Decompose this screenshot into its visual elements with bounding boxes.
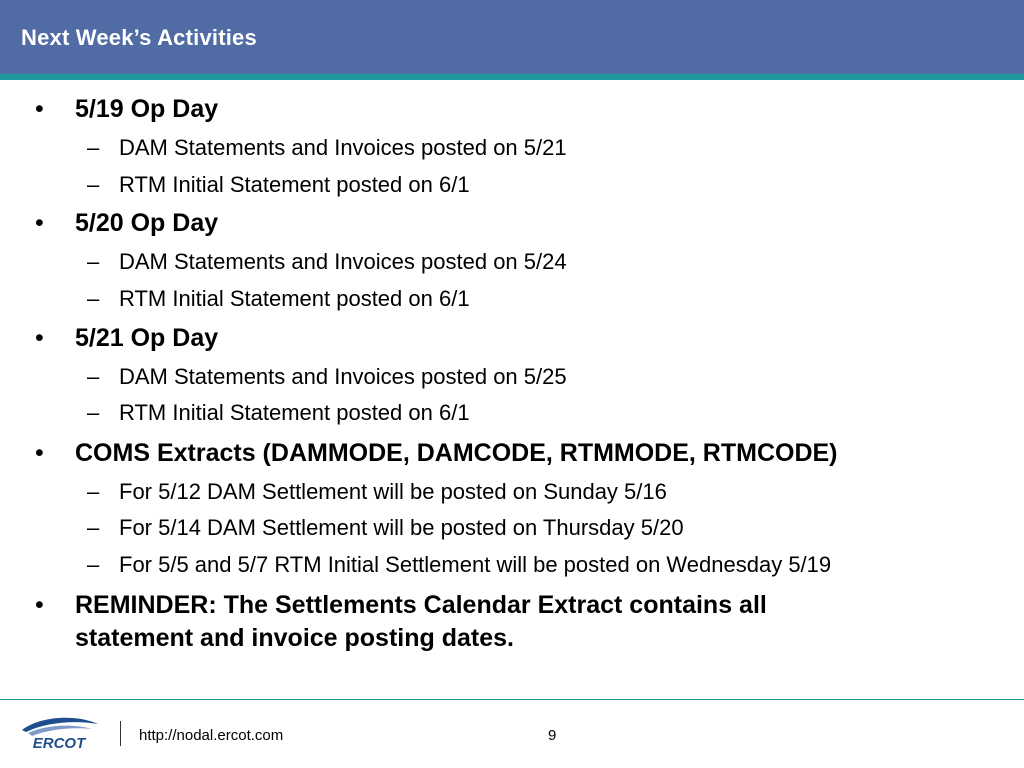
dash-marker: – [87, 286, 100, 311]
sub-bullet-text: For 5/14 DAM Settlement will be posted on Thursday 5/20 [119, 515, 684, 540]
bullet-item-5-21-op-day [35, 322, 975, 354]
dash-marker: – [87, 515, 100, 540]
sub-bullet-text: DAM Statements and Invoices posted on 5/25 [119, 364, 567, 389]
slide-title: Next Week’s Activities [21, 25, 257, 50]
footer-url-link[interactable]: http://nodal.ercot.com [139, 727, 284, 744]
dash-marker: – [87, 135, 100, 160]
page-number: 9 [548, 727, 557, 744]
bullet-heading: COMS Extracts (DAMMODE, DAMCODE, RTMMODE, RTMCODE) [75, 439, 838, 467]
dash-marker: – [87, 479, 100, 504]
ercot-logo [18, 712, 100, 752]
header-accent-stripe [0, 74, 1024, 80]
footer-separator [120, 721, 121, 746]
sub-bullet [87, 363, 999, 391]
reminder-line-1: REMINDER: The Settlements Calendar Extract contains all [75, 591, 767, 619]
sub-bullet-text: For 5/5 and 5/7 RTM Initial Settlement will be posted on Wednesday 5/19 [119, 552, 832, 577]
bullet-marker: • [35, 439, 44, 467]
ercot-logo-text: ERCOT [32, 735, 86, 752]
sub-bullet-text: RTM Initial Statement posted on 6/1 [119, 400, 470, 425]
sub-bullet [87, 478, 999, 506]
bullet-item-reminder [35, 589, 975, 621]
sub-bullet [87, 285, 999, 313]
bullet-marker: • [35, 95, 44, 123]
sub-bullet-text: RTM Initial Statement posted on 6/1 [119, 286, 470, 311]
dash-marker: – [87, 400, 100, 425]
reminder-line-2: statement and invoice posting dates. [75, 624, 514, 652]
sub-bullet [87, 248, 999, 276]
bullet-item-5-19-op-day [35, 93, 975, 125]
dash-marker: – [87, 364, 100, 389]
dash-marker: – [87, 552, 100, 577]
bullet-heading: 5/20 Op Day [75, 209, 219, 237]
bullet-marker: • [35, 591, 44, 619]
footer-divider-line [0, 699, 1024, 700]
bullet-item-coms-extracts [35, 437, 975, 469]
dash-marker: – [87, 249, 100, 274]
sub-bullet-text: DAM Statements and Invoices posted on 5/24 [119, 249, 567, 274]
sub-bullet [87, 399, 999, 427]
bullet-marker: • [35, 324, 44, 352]
sub-bullet-text: For 5/12 DAM Settlement will be posted on Sunday 5/16 [119, 479, 667, 504]
sub-bullet-text: RTM Initial Statement posted on 6/1 [119, 172, 470, 197]
sub-bullet [87, 514, 999, 542]
bullet-marker: • [35, 209, 44, 237]
bullet-item-reminder-continued [75, 622, 975, 654]
bullet-heading: 5/19 Op Day [75, 95, 219, 123]
sub-bullet [87, 171, 999, 199]
dash-marker: – [87, 172, 100, 197]
sub-bullet [87, 551, 999, 579]
bullet-heading: 5/21 Op Day [75, 324, 219, 352]
sub-bullet [87, 134, 999, 162]
sub-bullet-text: DAM Statements and Invoices posted on 5/21 [119, 135, 567, 160]
bullet-item-5-20-op-day [35, 207, 975, 239]
